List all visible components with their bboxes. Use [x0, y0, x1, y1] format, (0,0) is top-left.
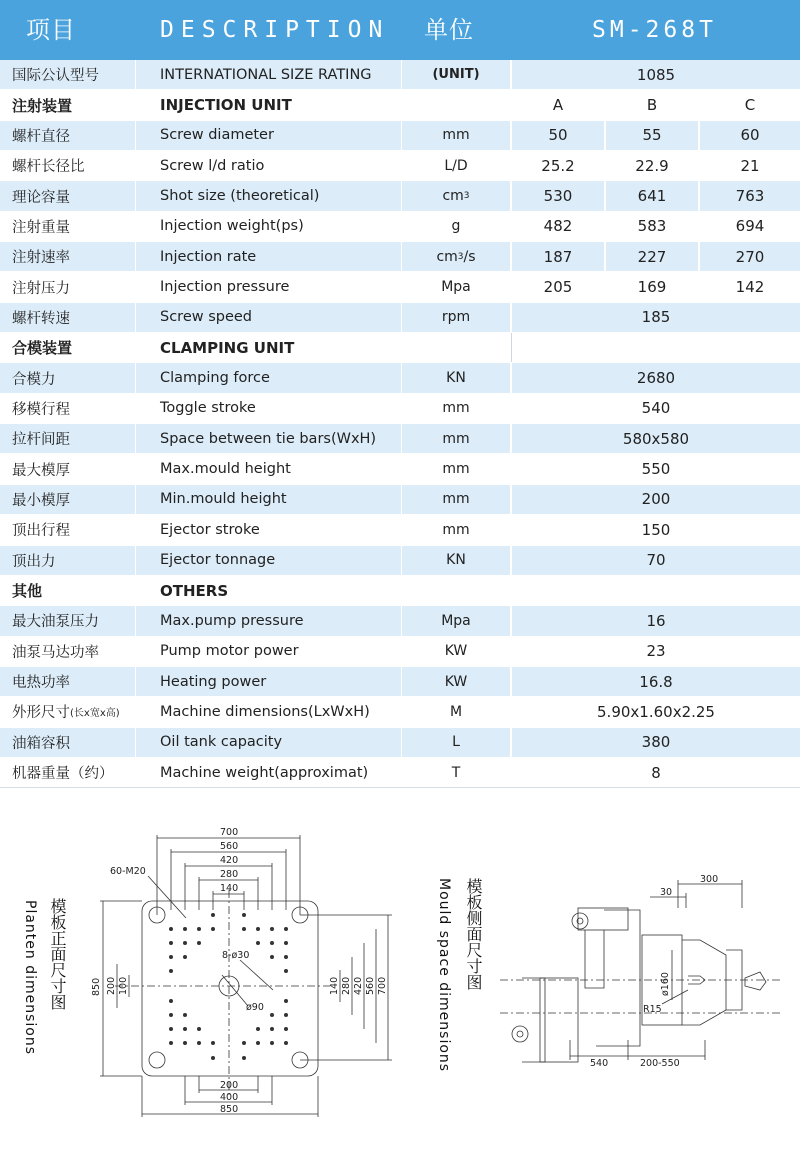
value-c: 694: [700, 212, 800, 241]
mould-side-drawing: [0, 800, 800, 1157]
row-value: 16.8: [512, 667, 800, 696]
row-value: 70: [512, 546, 800, 575]
row-value: 540: [512, 394, 800, 423]
section-divider: [511, 333, 512, 362]
row-label-zh: 螺杆转速: [0, 303, 135, 332]
row-label-en: Space between tie bars(WxH): [136, 424, 401, 453]
table-row: [0, 546, 800, 576]
unit-tail: /s: [463, 248, 476, 265]
row-label-en: Injection pressure: [160, 279, 290, 296]
platen-title-en: Planten dimensions: [22, 900, 38, 1056]
dim-850-left: 850: [91, 977, 102, 996]
row-label-en: Ejector tonnage: [136, 546, 401, 575]
row-unit: KW: [402, 667, 510, 696]
table-row: [0, 454, 800, 484]
table-row: [0, 424, 800, 454]
dim-140-right: 140: [329, 976, 340, 995]
row-unit: mm: [402, 424, 510, 453]
value-b: 227: [606, 242, 698, 271]
table-row: [0, 485, 800, 515]
row-label-zh: 油泵马达功率: [12, 644, 99, 661]
value-c: 21: [700, 151, 800, 180]
row-label-en: Pump motor power: [160, 643, 299, 660]
label-zh-small: (长x宽x高): [70, 708, 120, 720]
value-c: 270: [700, 242, 800, 271]
dim-540: 540: [590, 1058, 609, 1069]
value-b: 169: [606, 272, 698, 301]
row-value: 550: [512, 454, 800, 483]
row-unit: mm: [442, 521, 470, 538]
row-unit: mm: [402, 121, 510, 150]
row-unit: KN: [402, 363, 510, 392]
table-row: [0, 151, 800, 181]
row-label-en: Shot size (theoretical): [136, 181, 401, 210]
table-row: [0, 121, 800, 151]
row-value: 8: [512, 758, 800, 787]
row-label-zh: 油箱容积: [0, 728, 135, 757]
value-c: 763: [700, 181, 800, 210]
row-value: 200: [512, 485, 800, 514]
row-unit: KN: [402, 546, 510, 575]
dim-280: 280: [220, 869, 239, 880]
row-label-zh: 最大油泵压力: [0, 606, 135, 635]
table-row: [0, 272, 800, 302]
value-a: 482: [512, 212, 604, 241]
row-label-zh: 最小模厚: [0, 485, 135, 514]
dim-60-m20: 60-M20: [110, 866, 146, 877]
dim-30: 30: [660, 887, 673, 898]
header-description: DESCRIPTION: [160, 17, 390, 43]
row-label-zh: 电热功率: [0, 667, 135, 696]
row-value: 380: [512, 728, 800, 757]
row-unit: cm 3 /s: [402, 242, 510, 271]
section-label-en: CLAMPING UNIT: [136, 333, 401, 362]
dim-560: 560: [220, 841, 239, 852]
row-label-zh: 理论容量: [0, 181, 135, 210]
row-label-zh: 国际公认型号: [0, 60, 135, 89]
value-b: 55: [606, 121, 698, 150]
row-label-zh: 顶出力: [0, 546, 135, 575]
row-unit: g: [451, 218, 461, 235]
row-unit: M: [449, 703, 463, 720]
dim-140: 140: [220, 883, 239, 894]
drawings-area: [0, 800, 800, 1157]
dim-200-550: 200-550: [640, 1058, 680, 1069]
dim-400-bottom: 400: [220, 1092, 239, 1103]
section-label-zh: 其他: [0, 576, 135, 605]
header-unit: 单位: [424, 16, 474, 44]
dim-420: 420: [220, 855, 239, 866]
value-b: 22.9: [606, 151, 698, 180]
table-row: [0, 242, 800, 272]
row-unit: KW: [444, 643, 468, 660]
dim-700-right: 700: [377, 976, 388, 995]
row-label-en: Machine weight(approximat): [160, 764, 369, 781]
row-unit: mm: [402, 485, 510, 514]
section-row-injection: [0, 90, 800, 120]
value-b: 641: [606, 181, 698, 210]
row-label-en: Injection rate: [136, 242, 401, 271]
row-unit: L/D: [444, 157, 468, 174]
section-label-zh: 注射装置: [0, 90, 135, 119]
dim-420-right: 420: [353, 976, 364, 995]
row-value: 16: [512, 606, 800, 635]
table-row: [0, 697, 800, 727]
table-row: [0, 181, 800, 211]
table-row: [0, 667, 800, 697]
mould-title-en: Mould space dimensions: [436, 878, 452, 1073]
row-label-zh: 注射重量: [12, 219, 70, 236]
label-zh-text: 外形尺寸: [12, 705, 70, 722]
row-label-en: Screw speed: [136, 303, 401, 332]
unit-text: cm: [442, 188, 464, 205]
dim-phi160: ø160: [660, 972, 671, 996]
row-unit: T: [451, 764, 461, 781]
dim-8-phi30: 8-ø30: [222, 950, 250, 961]
row-label-zh: [0, 697, 135, 726]
col-a-label: A: [552, 96, 564, 115]
row-unit: mm: [442, 461, 470, 478]
table-row: [0, 363, 800, 393]
row-value: 23: [512, 637, 800, 666]
value-c: 60: [700, 121, 800, 150]
table-row: [0, 303, 800, 333]
value-a: 25.2: [512, 151, 604, 180]
spec-table: [0, 60, 800, 788]
row-value: 2680: [512, 363, 800, 392]
table-row: [0, 728, 800, 758]
dim-850-bottom: 850: [220, 1104, 239, 1115]
row-label-zh: 顶出行程: [12, 523, 70, 540]
row-value: 150: [512, 515, 800, 544]
value-a: 187: [512, 242, 604, 271]
row-label-zh: 合模力: [0, 363, 135, 392]
dim-560-right: 560: [365, 976, 376, 995]
row-unit: (UNIT): [402, 60, 510, 89]
row-label-en: Heating power: [136, 667, 401, 696]
row-unit: rpm: [402, 303, 510, 332]
row-label-en: Oil tank capacity: [136, 728, 401, 757]
row-label-en: Max.mould height: [160, 461, 291, 478]
row-unit: Mpa: [402, 606, 510, 635]
fixed-platen: [540, 978, 578, 1062]
row-label-zh: 螺杆长径比: [12, 159, 85, 176]
row-value: 1085: [512, 60, 800, 89]
row-label-zh: 机器重量（约）: [12, 766, 114, 783]
dim-phi90: ø90: [246, 1002, 264, 1013]
row-label-en: INTERNATIONAL SIZE RATING: [136, 60, 401, 89]
row-value: 5.90x1.60x2.25: [512, 697, 800, 726]
row-label-en: Machine dimensions(LxWxH): [160, 703, 370, 720]
value-a: 530: [512, 181, 604, 210]
dim-r15: R15: [643, 1004, 662, 1015]
header-item: 项目: [26, 16, 76, 44]
table-row: [0, 758, 800, 788]
section-row-clamping: [0, 333, 800, 363]
row-label-en: Ejector stroke: [160, 521, 260, 538]
row-label-en: Min.mould height: [136, 485, 401, 514]
value-a: 50: [512, 121, 604, 150]
row-unit: cm 3: [402, 181, 510, 210]
row-label-en: Screw diameter: [136, 121, 401, 150]
row-unit: mm: [442, 400, 470, 417]
mould-title-zh: 模板侧面尺寸图: [464, 878, 483, 990]
table-row: [0, 637, 800, 667]
row-label-zh: 注射压力: [12, 280, 70, 297]
dim-280-right: 280: [341, 976, 352, 995]
row-label-en: Injection weight(ps): [160, 218, 304, 235]
header-model: SM-268T: [592, 17, 717, 43]
value-a: 205: [512, 272, 604, 301]
dim-100-left: 100: [118, 976, 129, 995]
col-b-label: B: [646, 96, 658, 115]
row-value: 185: [512, 303, 800, 332]
row-unit: Mpa: [441, 279, 471, 296]
table-row: [0, 60, 800, 90]
row-unit: L: [402, 728, 510, 757]
dim-300: 300: [700, 874, 719, 885]
section-label-en: INJECTION UNIT: [136, 90, 401, 119]
dim-200-left: 200: [106, 976, 117, 995]
col-c-label: C: [744, 96, 756, 115]
table-row: [0, 212, 800, 242]
row-label-en: Max.pump pressure: [136, 606, 401, 635]
value-b: 583: [606, 212, 698, 241]
row-label-zh: 螺杆直径: [0, 121, 135, 150]
section-row-others: [0, 576, 800, 606]
row-label-en: Toggle stroke: [160, 400, 256, 417]
row-label-en: Clamping force: [136, 363, 401, 392]
platen-title-zh: 模板正面尺寸图: [48, 898, 67, 1010]
dim-200-bottom: 200: [220, 1080, 239, 1091]
section-label-zh: 合模装置: [0, 333, 135, 362]
table-row: [0, 606, 800, 636]
table-row: [0, 394, 800, 424]
table-row: [0, 515, 800, 545]
unit-text: cm: [436, 248, 458, 265]
row-label-zh: 注射速率: [0, 242, 135, 271]
row-label-zh: 移模行程: [12, 401, 70, 418]
row-label-zh: 最大模厚: [12, 462, 70, 479]
value-c: 142: [700, 272, 800, 301]
row-value: 580x580: [512, 424, 800, 453]
dim-700: 700: [220, 827, 239, 838]
section-label-en: OTHERS: [136, 576, 401, 605]
row-label-zh: 拉杆间距: [0, 424, 135, 453]
row-label-en: Screw l/d ratio: [160, 157, 265, 174]
table-header: [0, 0, 800, 60]
